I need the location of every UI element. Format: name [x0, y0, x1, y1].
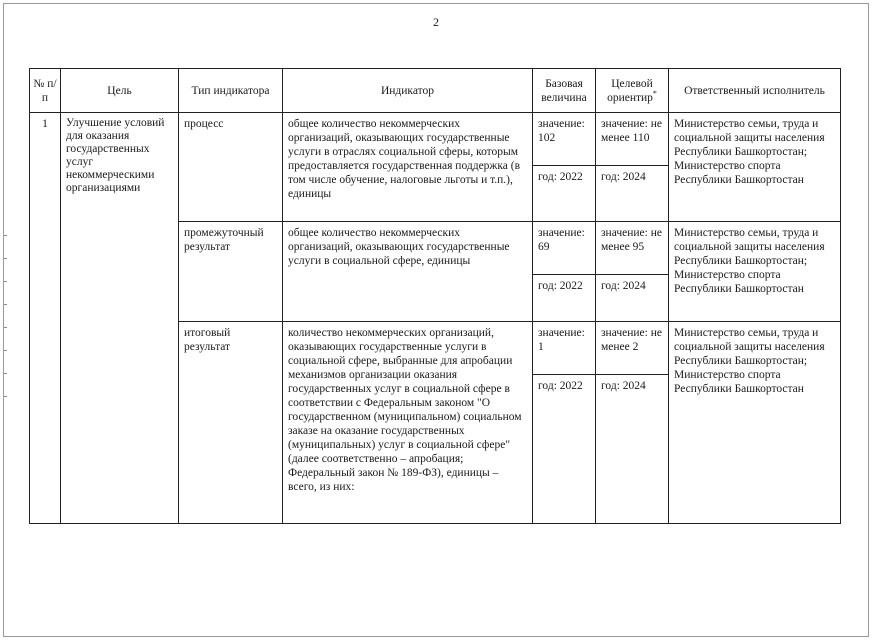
header-base-value: Базовая величина [533, 69, 596, 113]
base-value-cell: значение: 102 [533, 113, 596, 166]
target-year-cell: год: 2024 [596, 375, 669, 524]
indicator-cell: общее количество некоммерческих организаций, оказывающих государственные услуги в социальной сфере, единицы [283, 222, 533, 322]
header-num: № п/п [30, 69, 61, 113]
base-year-cell: год: 2022 [533, 375, 596, 524]
header-responsible: Ответственный исполнитель [669, 69, 841, 113]
page-number: 2 [433, 15, 439, 29]
indicator-cell: количество некоммерческих организаций, оказывающих государственные услуги в социальной сфере, выбранные для апробации механизмов организации оказания государственных услуг в социальной сфере в соответствии с Федеральным законом "О государственном (муниципальном) социальном заказе на оказание государственных (муниципальных) услуг в социальной сфере" (далее соответственно – апробация; Федеральный закон № 189-ФЗ), единицы – всего, из них: [283, 322, 533, 524]
indicators-table [29, 68, 841, 524]
responsible-cell: Министерство семьи, труда и социальной защиты населения Республики Башкортостан; Министерство спорта Республики Башкортостан [669, 222, 841, 322]
responsible-cell: Министерство семьи, труда и социальной защиты населения Республики Башкортостан; Министерство спорта Республики Башкортостан [669, 322, 841, 524]
target-value-cell: значение: не менее 2 [596, 322, 669, 375]
target-value-cell: значение: не менее 110 [596, 113, 669, 166]
goal-cell: Улучшение условий для оказания государственных услуг некоммерческими организациями [61, 113, 179, 524]
header-indicator-type: Тип индикатора [179, 69, 283, 113]
table-row [30, 113, 841, 166]
base-year-cell: год: 2022 [533, 275, 596, 322]
base-value-cell: значение: 69 [533, 222, 596, 275]
indicator-type-cell: промежуточный результат [179, 222, 283, 322]
base-year-cell: год: 2022 [533, 166, 596, 222]
margin-marks [4, 235, 10, 445]
target-year-cell: год: 2024 [596, 166, 669, 222]
header-row [30, 69, 841, 113]
footnote-mark: * [652, 88, 657, 98]
responsible-cell: Министерство семьи, труда и социальной защиты населения Республики Башкортостан; Министерство спорта Республики Башкортостан [669, 113, 841, 222]
indicator-type-cell: итоговый результат [179, 322, 283, 524]
row-number: 1 [30, 113, 61, 524]
header-indicator: Индикатор [283, 69, 533, 113]
header-goal: Цель [61, 69, 179, 113]
target-value-cell: значение: не менее 95 [596, 222, 669, 275]
indicator-cell: общее количество некоммерческих организаций, оказывающих государственные услуги в отраслях социальной сферы, которым предоставляется государственная поддержка (в том числе обучение, налоговые льготы и т.п.), единицы [283, 113, 533, 222]
indicator-type-cell: процесс [179, 113, 283, 222]
target-year-cell: год: 2024 [596, 275, 669, 322]
base-value-cell: значение: 1 [533, 322, 596, 375]
header-target-label: Целевой ориентир [607, 77, 653, 104]
header-target [596, 69, 669, 113]
